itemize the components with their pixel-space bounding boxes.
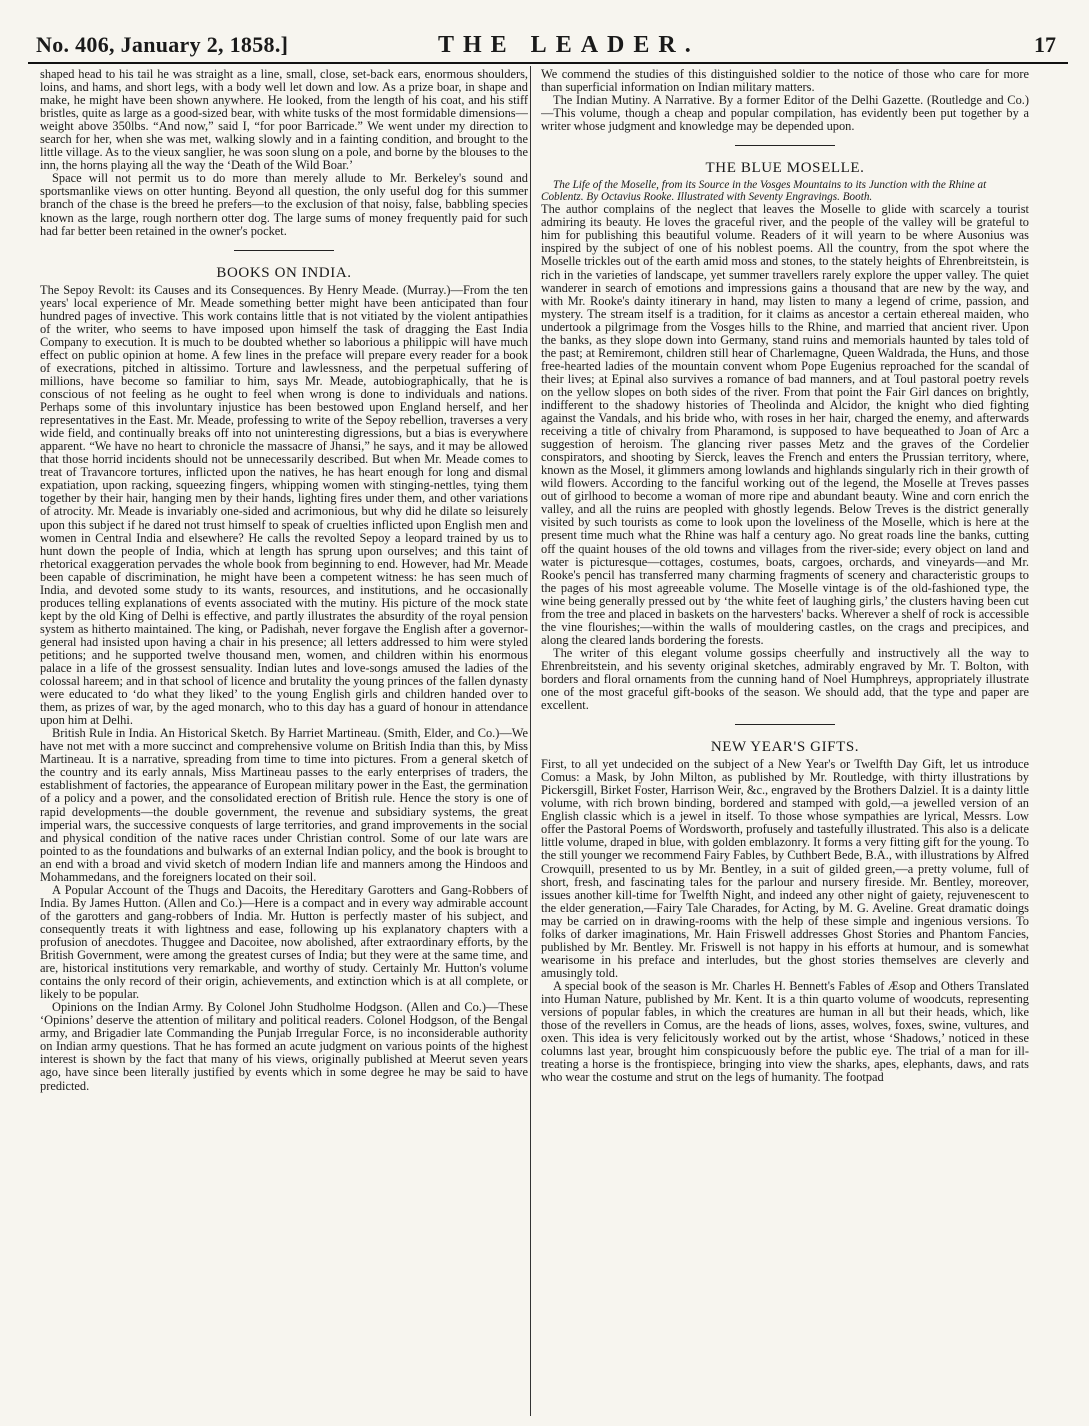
moselle-review-closing: The writer of this elegant volume gossips cheerfully and instructively all the way to Ehrenbreitstein, and his seventy original sketches, admirably engraved by Mr. T. Bolton, with borders and floral ornaments from the cunning hand of Noel Humphreys, appropriately illustrate one of the most graceful gift-books of the season. We should add, that the type and paper are excellent. bbox=[541, 645, 1029, 713]
left-column bbox=[40, 68, 528, 1413]
section-rule bbox=[735, 145, 835, 146]
review-sepoy-revolt: The Sepoy Revolt: its Causes and its Consequences. By Henry Meade. (Murray.)—From the ten years' local experience of Mr. Meade something better might have been anticipated than four hundred pages of invective. This work contains little that is not vitiated by the violent antipathies of the writer, who seems to have imposed upon himself the task of dragging the East India Company to execution. It is much to be doubted whether so laborious a philippic will have much effect on public opinion at home. A few lines in the preface will prepare every reader for a book of execrations, pitched in altissimo. Torture and lawlessness, and the perpetual suffering of millions, have become so familiar to him, says Mr. Meade, autobiographically, that he is conscious of not feeling as he ought to feel when wrong is done to individuals and nations. Perhaps some of this involuntary injustice has been bestowed upon England herself, and her representatives in the East. Mr. Meade, professing to write of the Sepoy rebellion, traverses a very wide field, and continually breaks off into not uninteresting digressions, but a bias is everywhere apparent. “We have no heart to chronicle the massacre of Jhansi,” he says, and it may be allowed that those horrid incidents should not be unnecessarily described. But when Mr. Meade comes to treat of Travancore tortures, inflicted upon the natives, he has heart enough for long and dismal expatiation, upon racking, squeezing fingers, whipping women with stinging-nettles, tying them together by their hair, hanging men by their hands, lighting fires under them, and other variations of atrocity. Mr. Meade is invariably one-sided and acrimonious, but why did he dilate so leisurely upon this subject if he dared not trust himself to speak of cruelties inflicted upon English men and women in Central India and elsewhere? He calls the revolted Sepoy a leopard trained by us to hunt down the people of India, which at length has sprung upon ourselves; and this taint of rhetorical exaggeration pervades the whole book from beginning to end. However, had Mr. Meade been capable of discrimination, he might have been a competent witness: he has seen much of India, and devoted some study to its wants, resources, and institutions, and he occasionally produces telling explanations of events associated with the mutiny. His picture of the mock state kept by the old King of Delhi is effective, and partly illustrates the absurdity of the royal pension system as hitherto maintained. The king, or Padishah, never forgave the English after a governor-general had insisted upon having a chair in his presence; all letters addressed to him were styled petitions; and he supported twelve thousand men, women, and children within his enormous palace in a life of the grossest sensuality. Indian lutes and love-songs amused the ladies of the colossal hareem; and in that school of licence and brutality the young princes of the fallen dynasty were educated to ‘do what they liked’ to the young English girls and children handed over to them, as prizes of war, by the aged monarch, who to this day has a guard of honour in attendance upon him at Delhi. bbox=[40, 282, 528, 728]
section-rule bbox=[234, 250, 334, 251]
right-column bbox=[541, 68, 1029, 1413]
page-number: 17 bbox=[1034, 32, 1056, 57]
new-years-gifts-heading: NEW YEAR'S GIFTS. bbox=[710, 739, 860, 756]
indian-army-continued: We commend the studies of this distinguished soldier to the notice of those who care for more than superficial information on Indian military matters. bbox=[541, 68, 1029, 95]
newspaper-title: THE LEADER. bbox=[438, 32, 700, 58]
review-indian-mutiny: The Indian Mutiny. A Narrative. By a former Editor of the Delhi Gazette. (Routledge and Co.)—This volume, though a cheap and popular compilation, has evidently been put together by a writer whose judgment and knowledge may be depended upon. bbox=[541, 93, 1029, 134]
books-on-india-heading: BOOKS ON INDIA. bbox=[216, 264, 352, 281]
page-header bbox=[28, 30, 1068, 64]
boar-story-continued: shaped head to his tail he was straight as a line, small, close, set-back ears, enormous shoulders, loins, and hams, and short legs, with a body well let down and low. As a prize boar, in shape and make, he might have been shown anywhere. He looked, from the length of his coat, and his stiff bristles, quite as large as a good-sized bear, with white tusks of the most formidable dimensions—weight above 350lbs. “And now,” said I, “for poor Barricade.” We went under my direction to search for her, when she was met, walking slowly and in a fainting condition, and brought to the little village. As to the vieux sanglier, he was soon slung on a pole, and borne by the blouses to the inn, the horns playing all the way the ‘Death of the Wild Boar.’ bbox=[40, 68, 528, 173]
blue-moselle-heading: THE BLUE MOSELLE. bbox=[705, 160, 865, 177]
review-thugs-dacoits: A Popular Account of the Thugs and Dacoits, the Hereditary Garotters and Gang-Robbers of India. By James Hutton. (Allen and Co.)—Here is a compact and in every way admirable account of the garotters and gang-robbers of India. Mr. Hutton is perfectly master of his subject, and consequently treats it with lightness and ease, following up his explanatory chapters with a profusion of anecdotes. Thuggee and Dacoitee, now abolished, after extraordinary efforts, by the British Government, were among the greatest curses of India; but they were at the same time, and are, historical institutions very remarkable, and worthy of study. Certainly Mr. Hutton's volume contains the only record of their origin, achievements, and extinction which is at all complete, or likely to be popular. bbox=[40, 882, 528, 1002]
gifts-paragraph-aesop: A special book of the season is Mr. Charles H. Bennett's Fables of Æsop and Others Translated into Human Nature, published by Mr. Kent. It is a thin quarto volume of woodcuts, representing versions of popular fables, in which the creatures are human in all but their heads, which, like those of the revellers in Comus, are the heads of lions, asses, wolves, foxes, swine, vultures, and oxen. This idea is very felicitously worked out by the artist, whose ‘Shadows,’ noticed in these columns last year, brought him conspicuously before the public eye. The trial of a man for ill-treating a horse is the frontispiece, bringing into view the sharks, apes, elephants, daws, and rats who wear the costume and strut on the legs of humanity. The footpad bbox=[541, 978, 1029, 1085]
blue-moselle-book-details: The Life of the Moselle, from its Source in the Vosges Mountains to its Junction with the Rhine at Coblentz. By Octavius Rooke. Illustrated with Seventy Engravings. Booth. bbox=[541, 179, 987, 204]
review-british-rule: British Rule in India. An Historical Sketch. By Harriet Martineau. (Smith, Elder, and Co.)—We have not met with a more succinct and comprehensive volume on British India than this, by Miss Martineau. It is a narrative, spreading from time to time into pictures. From a general sketch of the country and its early annals, Miss Martineau passes to the early enterprises of traders, the establishment of factories, the appearance of European military power in the East, the germination of a policy and a power, and the consolidated erection of British rule. Hence the story is one of rapid developments—the double government, the revenue and subsidiary systems, the great imperial wars, the successive conquests of large territories, and grand improvements in the social and physical condition of the native races under Christian control. Some of our late wars are pointed to as the foundations and bulwarks of an external Indian policy, and the book is brought to an end with a broad and vivid sketch of modern Indian life and manners among the Hindoos and Mohammedans, and the foreigners located on their soil. bbox=[40, 726, 528, 884]
review-indian-army: Opinions on the Indian Army. By Colonel John Studholme Hodgson. (Allen and Co.)—These ‘Opinions’ deserve the attention of military and political readers. Colonel Hodgson, of the Bengal army, and Brigadier late Commanding the Punjab Irregular Force, is no inconsiderable authority on Indian army questions. That he has formed an acute judgment on various points of the highest interest is shown by the fact that many of his views, originally published at Meerut seven years ago, have since been literally justified by events which in some degree he may be said to have predicted. bbox=[40, 1000, 528, 1093]
column-divider bbox=[530, 66, 531, 1416]
section-rule bbox=[735, 724, 835, 725]
issue-date: No. 406, January 2, 1858.] bbox=[36, 32, 289, 57]
gifts-paragraph-comus: First, to all yet undecided on the subject of a New Year's or Twelfth Day Gift, let us introduce Comus: a Mask, by John Milton, as published by Mr. Routledge, with thirty illustrations by Pickersgill, Birket Foster, Harrison Weir, &c., engraved by the Brothers Dalziel. It is a dainty little volume, with rich brown binding, bordered and stamped with gold,—a jewelled version of an English classic which is a jewel in itself. To those whose sympathies are lyrical, Messrs. Low offer the Pastoral Poems of Wordsworth, profusely and tastefully illustrated. This also is a delicate little volume, draped in blue, with golden emblazonry. It forms a very fitting gift for the young. To the still younger we recommend Fairy Fables, by Cuthbert Bede, B.A., with illustrations by Alfred Crowquill, presented to us by Mr. Bentley, in a suit of gilded green,—a pretty volume, full of short, fresh, and fascinating tales for the parlour and nursery fireside. Mr. Bentley, moreover, issues another kill-time for Twelfth Night, and indeed any other night of gaiety, rejuvenescent to the elder generation,—Fairy Tale Charades, for Acting, by M. G. Aveline. Great dramatic doings may be carried on in drawing-rooms with the help of these simple and ingenious versions. To folks of darker imaginations, Mr. Hain Friswell addresses Ghost Stories and Phantom Fancies, published by Mr. Bentley. Mr. Friswell is not happy in his efforts at humour, and is somewhat wearisome in his preface and interludes, but the ghost stories themselves are cleverly and amusingly told. bbox=[541, 757, 1029, 980]
otter-hunting-paragraph: Space will not permit us to do more than merely allude to Mr. Berkeley's sound and sportsmanlike views on otter hunting. Beyond all question, the only useful dog for this summer branch of the chase is the breed he prefers—to the exclusion of that noisy, false, babbling species known as the large, rough northern otter dog. The large sums of money frequently paid for such had far better been retained in the owner's pocket. bbox=[40, 171, 528, 238]
moselle-review-body: The author complains of the neglect that leaves the Moselle to glide with scarcely a tourist admiring its beauty. He loves the graceful river, and the people of the valley will be grateful to him for publishing this beautiful volume. Readers of it will yearn to be where Ausonius was inspired by the subject of one of his noblest poems. All the country, from the spot where the Moselle trickles out of the earth amid moss and stones, to the stately heights of Ehrenbreitstein, is rich in the varieties of landscape, yet summer travellers rarely explore the upper valley. The quiet wanderer in search of emotions and impressions gains a thousand that are new by the way, and with Mr. Rooke's dainty itinerary in hand, may listen to many a legend of crime, passion, and mystery. The stream itself is a tradition, for it claims as ancestor a certain ethereal maiden, who undertook a pilgrimage from the Vosges hills to the Rhine, and married that ancient river. Upon the banks, as they slope down into Germany, stand ruins and memorials haunted by tales told of the past; at Remiremont, children still hear of Charlemagne, Queen Waldrada, the Huns, and those free-hearted ladies of the mountain convent whom Pope Eugenius reproached for the scandal of their lives; at Epinal also survives a romance of bad manners, and at Toul pastoral poetry revels on the yellow slopes on both sides of the river. From that point the Fair Girl dances on brightly, indifferent to the shadowy histories of Theolinda and Alcidor, the knight who died fighting against the Vandals, and his bride who, with roses in her hair, charged the enemy, and afterwards receiving a title of chivalry from Pharamond, is supposed to have bequeathed to Joan of Arc a suggestion of heroism. The glancing river passes Metz and the graves of the Cordelier conspirators, and shooting by Sierck, leaves the French and enters the Prussian territory, where, known as the Mosel, it glimmers among lowlands and highlands singularly rich in their growth of wild flowers. According to the fanciful working out of the legend, the Moselle at Treves passes out of girlhood to become a woman of more ripe and abundant beauty. Wine and corn enrich the valley, and all the ruins are peopled with ghostly legends. Below Treves is the district generally visited by such tourists as come to look upon the loveliness of the Moselle, which is here at the present time much what the Rhine was half a century ago. No great roads line the banks, cutting off the quaint houses of the old towns and villages from the river-side; every object on land and water is picturesque—cottages, costumes, boats, cargoes, orchards, and vineyards—and Mr. Rooke's pencil has transferred many charming fragments of scenery and characteristic groups to the pages of his most agreeable volume. The Moselle vintage is of the old-fashioned type, the wine being generally pressed out by ‘the white feet of laughing girls,’ the clusters having been cut from the tree and placed in baskets on the harvesters' backs. Wherever a shelf of rock is accessible the vine flourishes;—within the walls of mouldering castles, on the crags and precipices, and along the cleared lands bordering the forests. bbox=[541, 202, 1029, 647]
